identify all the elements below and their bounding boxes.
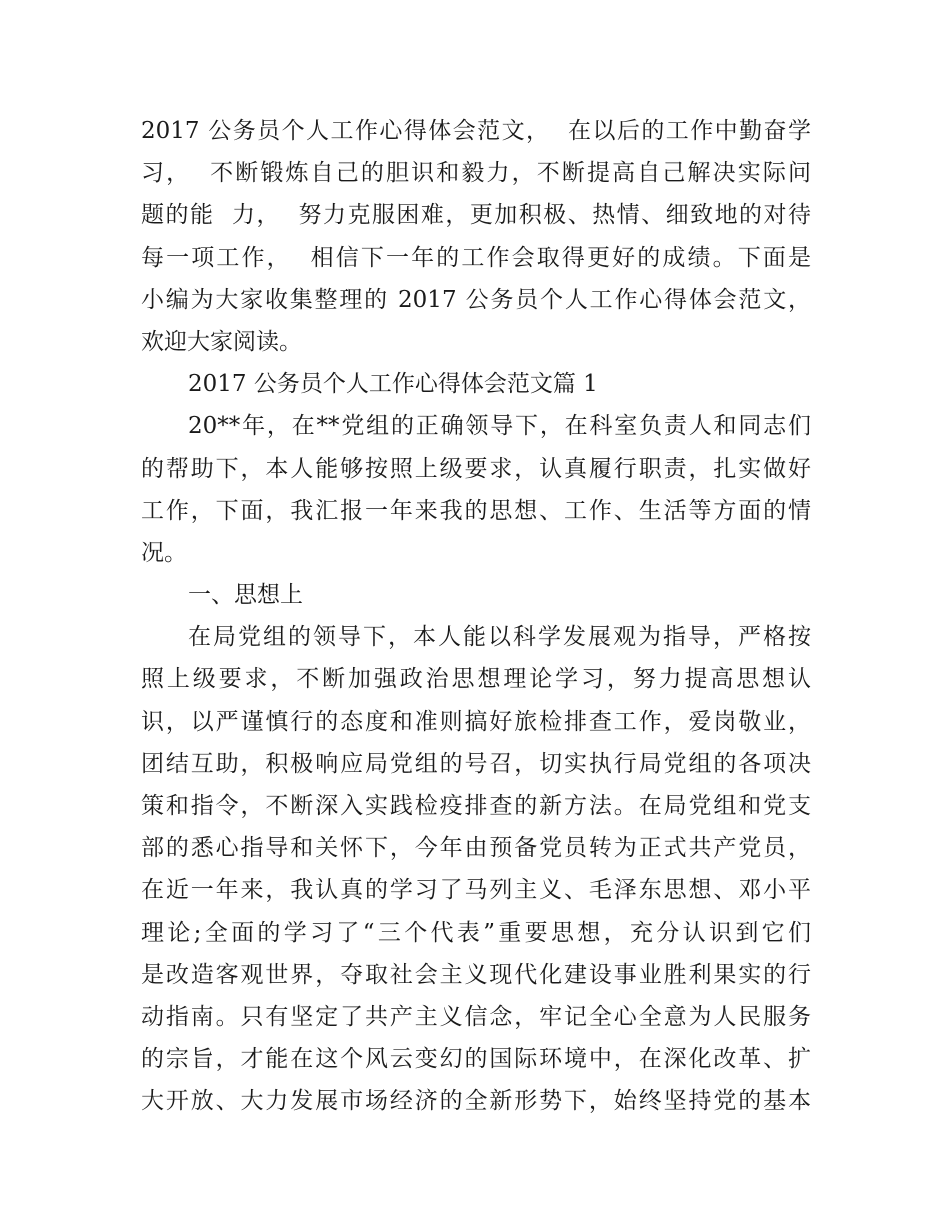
section-heading: 一、思想上 [188,582,303,609]
text-line: 题的能 力， 努力克服困难，更加积极、热情、细致地的对待 [141,202,811,229]
text-line: 习， 不断锻炼自己的胆识和毅力，不断提高自己解决实际问 [141,160,811,187]
text-line: 是改造客观世界，夺取社会主义现代化建设事业胜利果实的行 [141,961,811,988]
text-line: 小编为大家收集整理的 2017 公务员个人工作心得体会范文， [141,286,811,313]
text-line: 2017 公务员个人工作心得体会范文， 在以后的工作中勤奋学 [141,118,811,144]
section-heading: 2017 公务员个人工作心得体会范文篇 1 [188,371,598,398]
text-line: 工作，下面，我汇报一年来我的思想、工作、生活等方面的情 [141,497,811,524]
text-line: 在局党组的领导下，本人能以科学发展观为指导，严格按 [188,624,811,651]
text-line: 在近一年来，我认真的学习了马列主义、毛泽东思想、邓小平 [141,877,811,904]
text-line: 20**年，在**党组的正确领导下，在科室负责人和同志们 [188,413,811,440]
text-line: 识，以严谨慎行的态度和准则搞好旅检排查工作，爱岗敬业， [141,708,811,735]
text-line: 理论;全面的学习了“三个代表”重要思想，充分认识到它们 [141,919,811,946]
text-line: 的宗旨，才能在这个风云变幻的国际环境中，在深化改革、扩 [141,1046,811,1073]
document-body [141,110,811,1123]
text-line: 况。 [141,539,187,566]
text-line: 部的悉心指导和关怀下，今年由预备党员转为正式共产党员， [141,835,811,862]
text-line: 欢迎大家阅读。 [141,328,302,355]
text-line: 大开放、大力发展市场经济的全新形势下，始终坚持党的基本 [141,1088,811,1115]
text-line: 每一项工作， 相信下一年的工作会取得更好的成绩。下面是 [141,244,811,271]
text-line: 团结互助，积极响应局党组的号召，切实执行局党组的各项决 [141,750,811,777]
text-line: 的帮助下，本人能够按照上级要求，认真履行职责，扎实做好 [141,455,811,482]
text-line: 动指南。只有坚定了共产主义信念，牢记全心全意为人民服务 [141,1003,811,1030]
text-line: 策和指令，不断深入实践检疫排查的新方法。在局党组和党支 [141,793,811,819]
text-line: 照上级要求，不断加强政治思想理论学习，努力提高思想认 [141,666,811,693]
